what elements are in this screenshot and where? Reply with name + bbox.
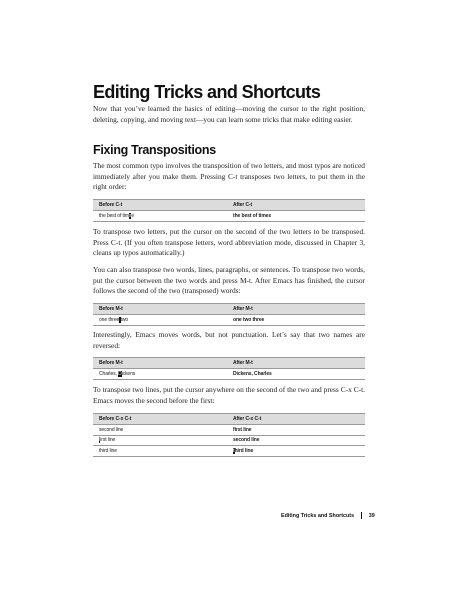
column-header-after: After C-x C-t	[233, 416, 262, 422]
cursor-block: D	[118, 370, 122, 377]
cell-before	[93, 371, 233, 377]
table-row	[93, 425, 365, 436]
cell-text: the best of times	[233, 212, 272, 219]
table-header-row	[93, 303, 365, 315]
section-heading: Fixing Transpositions	[93, 143, 216, 157]
table-transpose-names	[93, 357, 365, 380]
cell-before	[93, 427, 233, 433]
cell-text: Charles,	[99, 370, 119, 377]
column-header-before: Before M-t	[99, 306, 123, 312]
table-header-row	[93, 199, 365, 211]
chapter-title: Editing Tricks and Shortcuts	[93, 82, 321, 102]
table-header-row	[93, 413, 365, 425]
cell-after	[233, 427, 365, 433]
column-header-before: Before C-t	[99, 202, 123, 208]
paragraph-transpose-words: You can also transpose two words, lines, paragraphs, or sentences. To transpose two words, put the cursor between the two words and press M-t. After Emacs has finished, the cursor follows the second of the two (transposed) words:	[93, 265, 365, 296]
column-header-before: Before M-t	[99, 360, 123, 366]
cell-text: e	[131, 212, 134, 219]
page-footer	[281, 512, 375, 519]
cell-text: irst line	[100, 437, 116, 444]
cell-after	[233, 317, 365, 323]
paragraph-transpose-lines: To transpose two lines, put the cursor anywhere on the second of the two and press C-x C-t. Emacs moves the second before the first:	[93, 385, 365, 405]
intro-paragraph: Now that you’ve learned the basics of editing—moving the cursor to the right position, deleting, copying, and moving text—you can learn some tricks that make editing easier.	[93, 104, 365, 124]
table-header-row	[93, 357, 365, 369]
paragraph-punctuation: Interestingly, Emacs moves words, but not punctuation. Let’s say that two names are reversed:	[93, 330, 365, 350]
cell-after	[233, 448, 365, 454]
footer-section-title: Editing Tricks and Shortcuts	[281, 512, 355, 519]
column-header-after: After C-t	[233, 202, 253, 208]
cell-before	[93, 213, 233, 219]
cell-after	[233, 371, 365, 377]
cell-before	[93, 317, 233, 323]
cell-before	[93, 437, 233, 443]
cell-text: first line	[233, 426, 252, 433]
footer-separator	[361, 512, 362, 519]
cell-after	[233, 437, 365, 443]
cursor-block: s	[128, 212, 132, 219]
table-row	[93, 315, 365, 326]
table-row	[93, 436, 365, 447]
cell-text: Dickens, Charles	[233, 370, 272, 377]
cell-text: hird line	[234, 447, 254, 454]
table-transpose-lines	[93, 413, 365, 457]
table-row	[93, 211, 365, 222]
table-transpose-words	[93, 303, 365, 326]
cell-text: third line	[99, 447, 117, 454]
table-transpose-letters	[93, 199, 365, 222]
column-header-before: Before C-x C-t	[99, 416, 132, 422]
cursor-block: f	[99, 437, 101, 444]
paragraph-cursor-position: To transpose two letters, put the cursor on the second of the two letters to be transposed. Press C-t. (If you often transpose letters, word abbreviation mode, discussed in Chapter 3, cleans up typos automatically.)	[93, 227, 365, 258]
table-row	[93, 446, 365, 457]
cell-text: ickens	[121, 370, 136, 377]
cell-text: one three	[99, 316, 120, 323]
table-row	[93, 369, 365, 380]
cell-after	[233, 213, 365, 219]
page-number: 39	[368, 512, 375, 519]
column-header-after: After M-t	[233, 360, 253, 366]
paragraph-transpose-letters: The most common typo involves the transposition of two letters, and most typos are noticed immediately after you make them. Pressing C-t transposes two letters, to put them in the right order:	[93, 161, 365, 192]
column-header-after: After M-t	[233, 306, 253, 312]
cursor-block: t	[233, 447, 235, 454]
cell-text: two	[120, 316, 129, 323]
cell-text: second line	[233, 437, 260, 444]
cell-text: one two three	[233, 316, 265, 323]
cell-text: second line	[99, 426, 124, 433]
cell-text: the best of tim	[99, 212, 129, 219]
cell-before	[93, 448, 233, 454]
